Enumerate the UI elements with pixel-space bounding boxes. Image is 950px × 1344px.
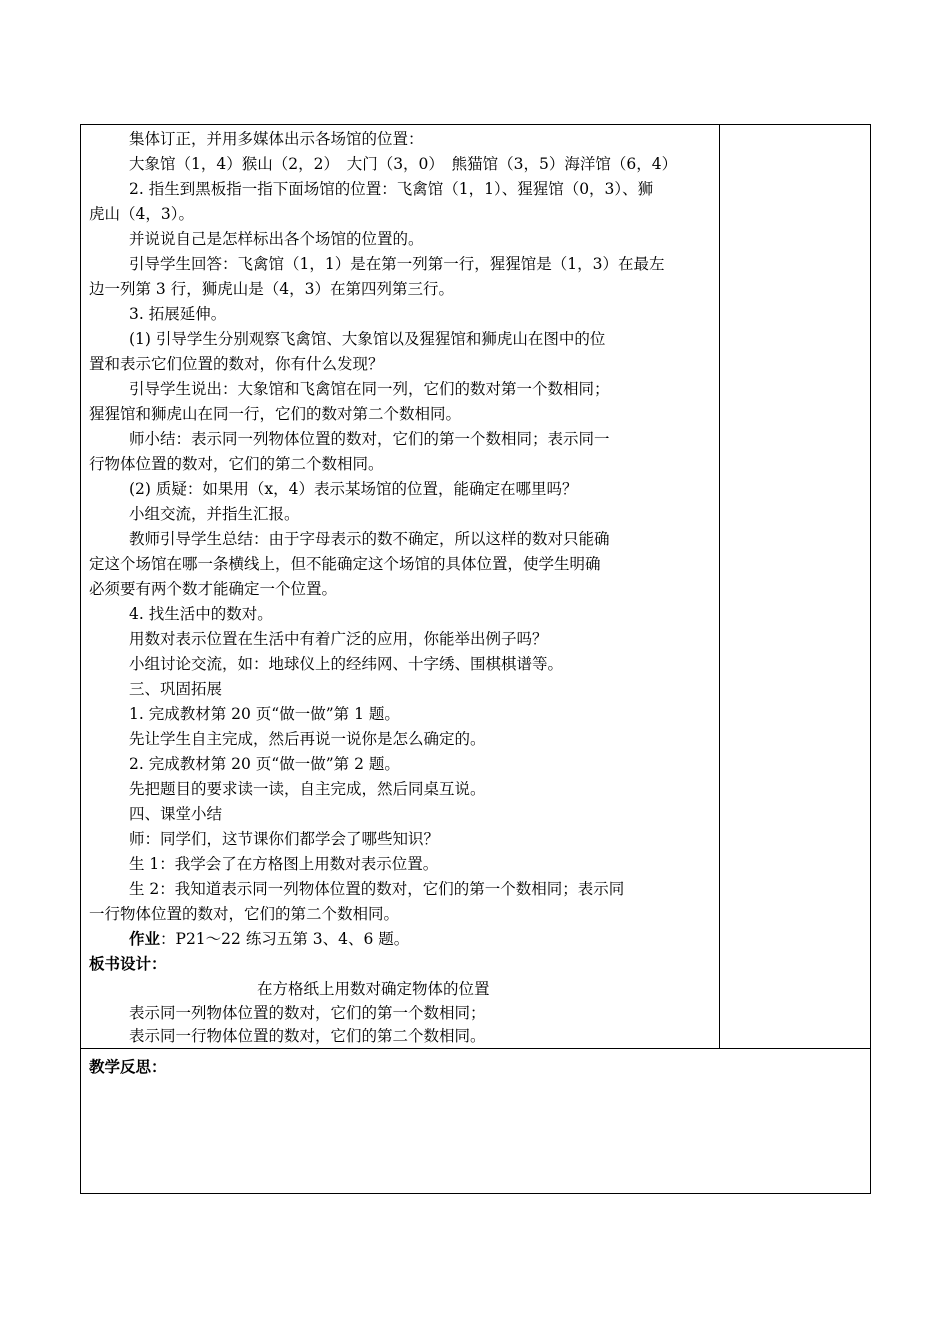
lesson-line: (1) 引导学生分别观察飞禽馆、大象馆以及猩猩馆和狮虎山在图中的位 xyxy=(129,330,606,348)
board-design-line: 表示同一列物体位置的数对，它们的第一个数相同； xyxy=(129,1004,486,1022)
lesson-line: 生 2：我知道表示同一列物体位置的数对，它们的第一个数相同；表示同 xyxy=(129,880,625,898)
lesson-line: 小组交流，并指生汇报。 xyxy=(129,505,300,523)
row-divider xyxy=(81,1048,870,1049)
board-design-label: 板书设计： xyxy=(89,955,167,973)
lesson-line: 集体订正，并用多媒体出示各场馆的位置： xyxy=(129,130,424,148)
board-design-title: 在方格纸上用数对确定物体的位置 xyxy=(257,980,490,998)
lesson-line: 师：同学们，这节课你们都学会了哪些知识？ xyxy=(129,830,440,848)
homework-label: 作业 xyxy=(129,930,161,948)
lesson-line: 虎山（4，3）。 xyxy=(89,205,194,223)
lesson-line: 小组讨论交流，如：地球仪上的经纬网、十字绣、围棋棋谱等。 xyxy=(129,655,564,673)
homework-text: ：P21～22 练习五第 3、4、6 题。 xyxy=(160,930,410,948)
board-design-line: 表示同一行物体位置的数对，它们的第二个数相同。 xyxy=(129,1027,486,1045)
lesson-line: 1. 完成教材第 20 页“做一做”第 1 题。 xyxy=(129,705,400,723)
lesson-line: (2) 质疑：如果用（x，4）表示某场馆的位置，能确定在哪里吗？ xyxy=(129,480,578,498)
lesson-line: 用数对表示位置在生活中有着广泛的应用，你能举出例子吗？ xyxy=(129,630,548,648)
lesson-line: 2. 指生到黑板指一指下面场馆的位置：飞禽馆（1，1）、猩猩馆（0，3）、狮 xyxy=(129,180,654,198)
lesson-line: 引导学生回答：飞禽馆（1，1）是在第一列第一行，猩猩馆是（1，3）在最左 xyxy=(129,255,665,273)
lesson-line: 必须要有两个数才能确定一个位置。 xyxy=(89,580,338,598)
lesson-line: 先把题目的要求读一读，自主完成，然后同桌互说。 xyxy=(129,780,486,798)
lesson-line: 先让学生自主完成，然后再说一说你是怎么确定的。 xyxy=(129,730,486,748)
lesson-line: 猩猩馆和狮虎山在同一行，它们的数对第二个数相同。 xyxy=(89,405,462,423)
lesson-line: 大象馆（1，4）猴山（2，2） 大门（3，0） 熊猫馆（3，5）海洋馆（6，4） xyxy=(129,155,678,173)
lesson-line: 生 1：我学会了在方格图上用数对表示位置。 xyxy=(129,855,439,873)
lesson-line: 定这个场馆在哪一条横线上，但不能确定这个场馆的具体位置，使学生明确 xyxy=(89,555,601,573)
teaching-reflection-label: 教学反思： xyxy=(89,1058,167,1076)
lesson-line: 置和表示它们位置的数对，你有什么发现？ xyxy=(89,355,384,373)
lesson-line: 4. 找生活中的数对。 xyxy=(129,605,273,623)
lesson-content-cell xyxy=(81,125,720,1049)
lesson-plan-table xyxy=(80,124,871,1194)
lesson-line: 边一列第 3 行，狮虎山是（4，3）在第四列第三行。 xyxy=(89,280,454,298)
lesson-line: 并说说自己是怎样标出各个场馆的位置的。 xyxy=(129,230,424,248)
lesson-line: 引导学生说出：大象馆和飞禽馆在同一列，它们的数对第一个数相同； xyxy=(129,380,610,398)
homework-line xyxy=(129,929,409,949)
section-heading: 三、巩固拓展 xyxy=(129,680,223,698)
lesson-line: 教师引导学生总结：由于字母表示的数不确定，所以这样的数对只能确 xyxy=(129,530,610,548)
lesson-line: 3. 拓展延伸。 xyxy=(129,305,227,323)
notes-cell xyxy=(720,125,870,1049)
lesson-line: 2. 完成教材第 20 页“做一做”第 2 题。 xyxy=(129,755,400,773)
lesson-line: 师小结：表示同一列物体位置的数对，它们的第一个数相同；表示同一 xyxy=(129,430,610,448)
lesson-line: 一行物体位置的数对，它们的第二个数相同。 xyxy=(89,905,400,923)
section-heading: 四、课堂小结 xyxy=(129,805,223,823)
lesson-line: 行物体位置的数对，它们的第二个数相同。 xyxy=(89,455,384,473)
